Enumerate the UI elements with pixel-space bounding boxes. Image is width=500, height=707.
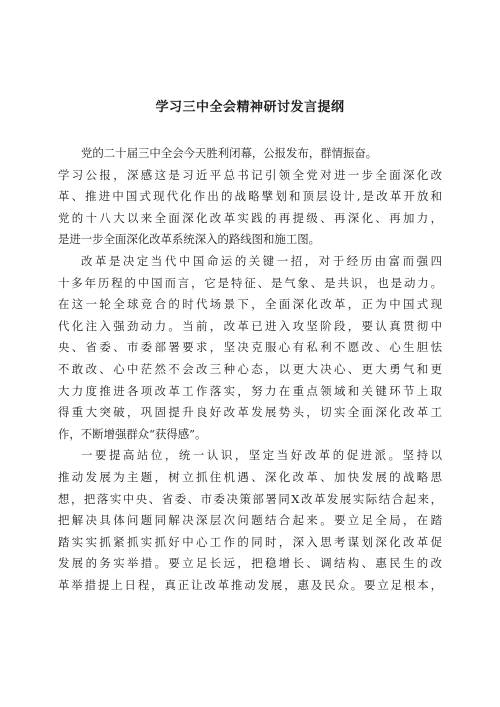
paragraph-line: 党的十八大以来全面深化改革实践的再提级、再深化、再加力， (58, 210, 442, 225)
paragraph-line: 想，把落实中央、省委、市委决策部署同X改革发展实际结合起来， (58, 491, 442, 506)
paragraph-line: 推动发展为主题，树立抓住机遇、深化改革、加快发展的战略思 (58, 469, 442, 484)
paragraph-line: 发展的务实举措。要立足长远，把稳增长、调结构、惠民生的改 (58, 556, 442, 571)
paragraph-line: 踏实实抓紧抓实抓好中心工作的同时，深入思考谋划深化改革促 (58, 534, 442, 549)
paragraph-line: 十多年历程的中国而言，它是特征、是气象、是共识，也是动力。 (58, 275, 442, 290)
paragraph-line: 在这一轮全球竞合的时代场景下，全面深化改革，正为中国式现 (58, 297, 442, 312)
paragraph-line: 作，不断增强群众“获得感”。 (58, 426, 207, 441)
paragraph-line: 是进一步全面深化改革系统深入的路线图和施工图。 (58, 232, 320, 247)
paragraph-line: 代化注入强劲动力。当前，改革已进入攻坚阶段，要认真贯彻中 (58, 318, 442, 333)
paragraph-line: 党的二十届三中全会今天胜利闭幕，公报发布，群情振奋。 (81, 146, 378, 160)
paragraph-line: 学习公报，深感这是习近平总书记引领全党对进一步全面深化改 (58, 167, 442, 182)
paragraph-line: 大力度推进各项改革工作落实，努力在重点领域和关键环节上取 (58, 383, 442, 398)
document-body (58, 143, 442, 596)
paragraph-line: 改革是决定当代中国命运的关键一招，对于经历由富而强四 (81, 253, 442, 268)
document-title: 学习三中全会精神研讨发言提纲 (155, 100, 345, 115)
paragraph-line: 一要提高站位，统一认识，坚定当好改革的促进派。坚持以 (81, 448, 442, 463)
paragraph-line: 革、推进中国式现代化作出的战略擘划和顶层设计,是改革开放和 (58, 189, 442, 204)
paragraph-line: 央、省委、市委部署要求，坚决克服心有私利不愿改、心生胆怯 (58, 340, 442, 355)
paragraph-line: 革举措提上日程，真正让改革推动发展，惠及民众。要立足根本， (58, 577, 442, 592)
paragraph-line: 把解决具体问题同解决深层次问题结合起来。要立足全局，在踏 (58, 513, 442, 528)
paragraph-line: 得重大突破，巩固提升良好改革发展势头，切实全面深化改革工 (58, 405, 442, 420)
paragraph-line: 不敢改、心中茫然不会改三种心态，以更大决心、更大勇气和更 (58, 361, 442, 376)
